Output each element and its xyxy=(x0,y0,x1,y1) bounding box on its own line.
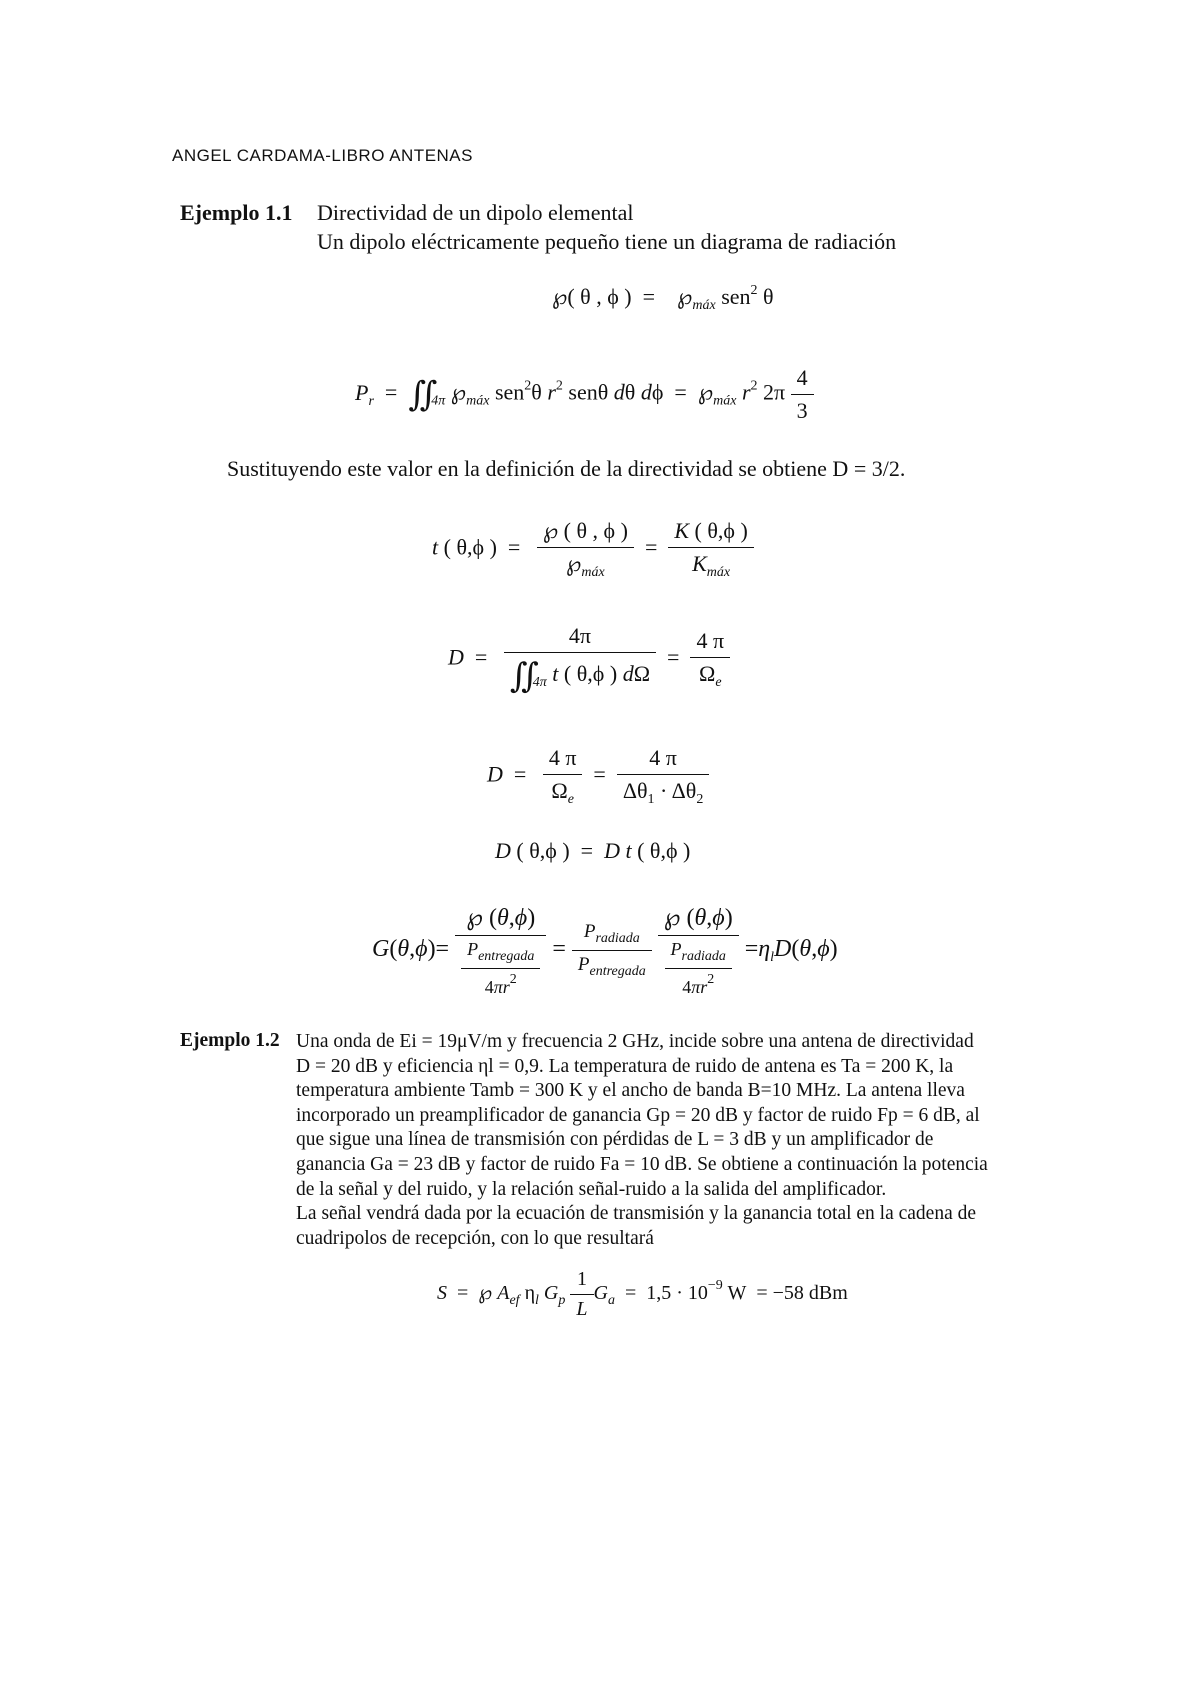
example-1-title: Directividad de un dipolo elemental xyxy=(317,200,634,225)
equation-gain: G(θ,ϕ)= $\frac{℘ (\theta,\phi)}{\frac{P_{entregada}}{4\pi r^2}}$ = $\frac{P_{radiada}}{P_{entregada}}$ $\frac{℘ (\theta,\phi)}{\frac{P_{radiada}}{4\pi r^2}}$ $=\eta_lD(\theta,\phi)$ xyxy=(372,905,838,997)
example-2-line: cuadripolos de recepción, con lo que resultará xyxy=(296,1227,654,1249)
example-2-line: incorporado un preamplificador de ganancia Gp = 20 dB y factor de ruido Fp = 6 dB, al xyxy=(296,1104,980,1126)
example-1-label: Ejemplo 1.1 xyxy=(180,200,293,225)
equation-directivity-direction: D ( θ,ϕ ) = D t ( θ,ϕ ) xyxy=(495,838,691,863)
example-2-line: de la señal y del ruido, y la relación señal-ruido a la salida del amplificador. xyxy=(296,1178,887,1200)
page-header: ANGEL CARDAMA-LIBRO ANTENAS xyxy=(172,146,473,165)
example-2-line: ganancia Ga = 23 dB y factor de ruido Fa = 10 dB. Se obtiene a continuación la potencia xyxy=(296,1153,988,1175)
equation-signal-power: S = ℘ $A_{ef}$ $\eta_l$ $G_p$ $\frac{1}{L}$ $G_a = 1,5 \cdot 10^{-9}$ W = −58 dBm xyxy=(437,1268,848,1320)
equation-normalized-pattern: t ( θ,ϕ ) = $\frac{℘ ( \theta , \phi )}{℘_{máx}}$ = $\frac{K ( \theta,\phi )}{K_{máx}}$ xyxy=(432,518,754,581)
equation-radiation-pattern: ℘( θ , ϕ ) = $℘_{máx}$ sen$^2$ θ xyxy=(552,283,774,313)
example-1-intro: Un dipolo eléctricamente pequeño tiene un diagrama de radiación xyxy=(317,229,897,254)
example-2-body xyxy=(296,1030,1019,1251)
example-2-line: D = 20 dB y eficiencia ηl = 0,9. La temperatura de ruido de antena es Ta = 200 K, la xyxy=(296,1055,954,1077)
equation-radiated-power: $P_r$ = $∬_{4\pi}$ $℘_{máx}$ sen$^2$θ $r^2$ senθ dθ $d\phi = ℘_{máx}$ $r^2$ 2π $\frac{4}{3}$ xyxy=(355,365,814,424)
example-2-line: La señal vendrá dada por la ecuación de transmisión y la ganancia total en la cadena de xyxy=(296,1203,977,1225)
example-2-line: temperatura ambiente Tamb = 300 K y el ancho de banda B=10 MHz. La antena lleva xyxy=(296,1080,965,1102)
equation-directivity-beamwidths: D = $\frac{4 \pi}{\Omega_e}$ = $\frac{4 \pi}{\Delta\theta_1 \cdot \Delta\theta_2}$ xyxy=(487,745,709,808)
example-2-line: que sigue una línea de transmisión con pérdidas de L = 3 dB y un amplificador de xyxy=(296,1129,934,1151)
example-2-line: Una onda de Ei = 19μV/m y frecuencia 2 GHz, incide sobre una antena de directividad xyxy=(296,1031,974,1052)
equation-directivity-integral: D = $\frac{4\pi}{∬_{4\pi} t ( \theta,\phi ) d\Omega}$ = $\frac{4 \pi}{\Omega_e}$ xyxy=(448,623,730,696)
directivity-result-sentence: Sustituyendo este valor en la definición de la directividad se obtiene D = 3/2. xyxy=(227,456,906,481)
example-2-label: Ejemplo 1.2 xyxy=(180,1030,280,1051)
